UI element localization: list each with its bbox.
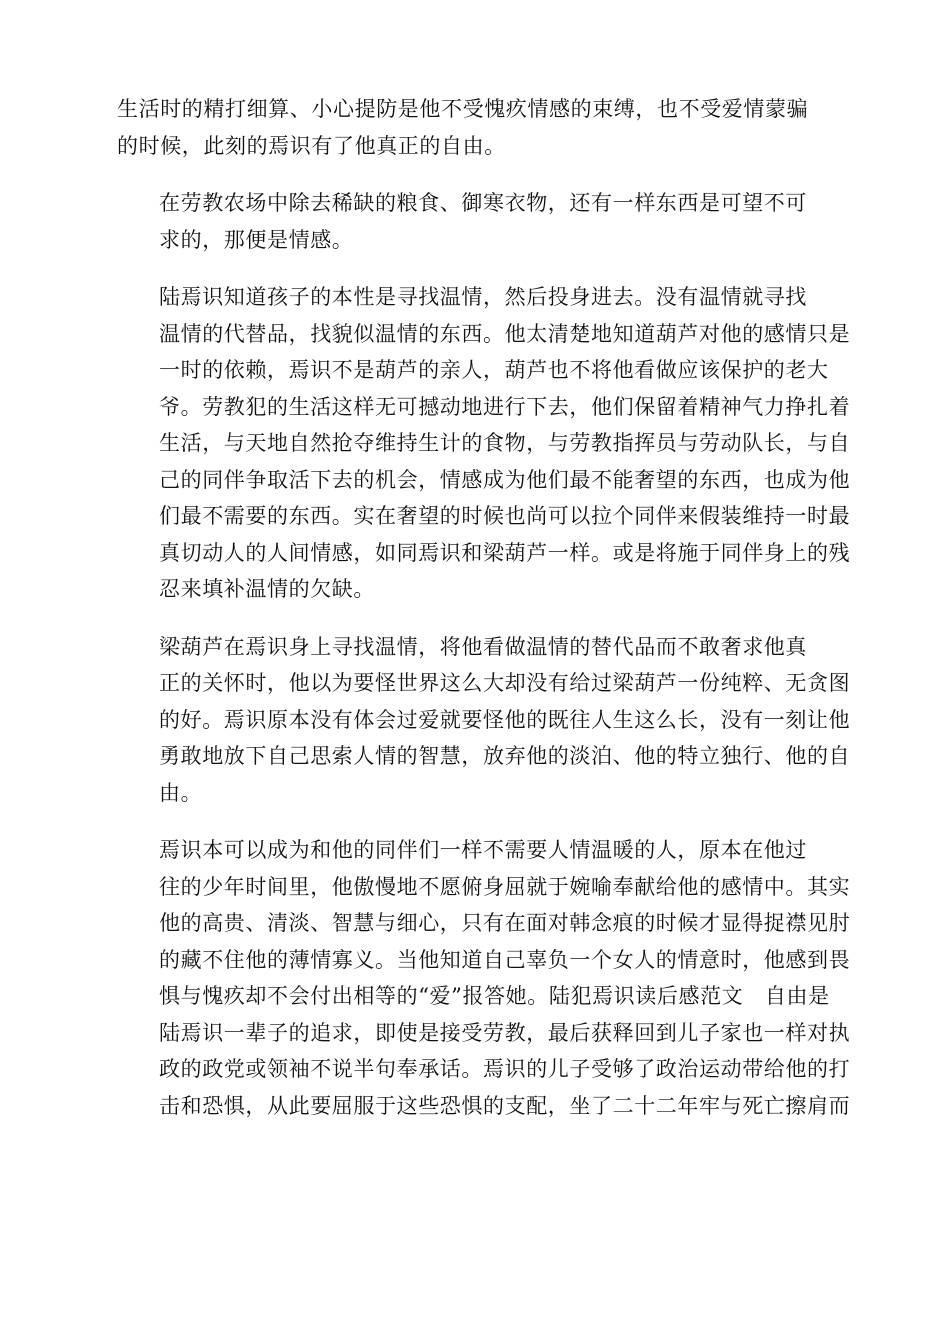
text-line: 由。 — [159, 780, 203, 805]
text-line: 在劳教农场中除去稀缺的粮食、御寒衣物，还有一样东西是可望不可 — [159, 191, 807, 215]
text-line: 的时候，此刻的焉识有了他真正的自由。 — [117, 133, 506, 158]
paragraph-1 — [117, 91, 833, 164]
text-line: 一时的依赖，焉识不是葫芦的亲人，葫芦也不将他看做应该保护的老大 — [159, 358, 829, 382]
text-line: 的藏不住他的薄情寡义。当他知道自己辜负一个女人的情意时，他感到畏 — [159, 947, 851, 972]
text-line: 求的，那便是情感。 — [159, 227, 354, 252]
text-line: 们最不需要的东西。实在奢望的时候也尚可以拉个同伴来假装维持一时最 — [159, 504, 851, 528]
text-line: 往的少年时间里，他傲慢地不愿俯身屈就于婉喻奉献给他的感情中。其实 — [159, 874, 851, 899]
text-line: 击和恐惧，从此要屈服于这些恐惧的支配，坐了二十二年牢与死亡擦肩而 — [159, 1093, 851, 1118]
text-line: 生活，与天地自然抢夺维持生计的食物，与劳教指挥员与劳动队长，与自 — [159, 431, 851, 455]
paragraph-4 — [117, 629, 851, 812]
text-line: 生活时的精打细算、小心提防是他不受愧疚情感的束缚，也不受爱情蒙骗 — [117, 97, 809, 121]
text-line: 焉识本可以成为和他的同伴们一样不需要人情温暖的人，原本在他过 — [159, 838, 807, 862]
text-line: 忍来填补温情的欠缺。 — [159, 577, 375, 601]
paragraph-3 — [117, 279, 851, 608]
text-line: 政的政党或领袖不说半句奉承话。焉识的儿子受够了政治运动带给他的打 — [159, 1057, 851, 1081]
text-line: 的好。焉识原本没有体会过爱就要怪他的既往人生这么长，没有一刻让他 — [159, 707, 851, 732]
text-line: 梁葫芦在焉识身上寻找温情，将他看做温情的替代品而不敢奢求他真 — [159, 634, 807, 659]
text-line: 温情的代替品，找貌似温情的东西。他太清楚地知道葫芦对他的感情只是 — [159, 321, 851, 346]
text-line: 陆焉识知道孩子的本性是寻找温情，然后投身进去。没有温情就寻找 — [159, 285, 807, 309]
text-line: 陆焉识一辈子的追求，即使是接受劳教，最后获释回到儿子家也一样对执 — [159, 1020, 851, 1045]
text-line: 惧与愧疚却不会付出相等的“爱”报答她。陆犯焉识读后感范文 自由是 — [159, 984, 830, 1008]
text-line: 真切动人的人间情感，如同焉识和梁葫芦一样。或是将施于同伴身上的残 — [159, 540, 851, 565]
paragraph-5 — [117, 832, 851, 1124]
text-line: 勇敢地放下自己思索人情的智慧，放弃他的淡泊、他的特立独行、他的自 — [159, 744, 851, 768]
text-line: 己的同伴争取活下去的机会，情感成为他们最不能奢望的东西，也成为他 — [159, 467, 851, 492]
paragraph-2 — [117, 185, 833, 258]
text-line: 他的高贵、清淡、智慧与细心，只有在面对韩念痕的时候才显得捉襟见肘 — [159, 911, 851, 935]
document-body — [117, 91, 851, 1145]
text-line: 正的关怀时，他以为要怪世界这么大却没有给过梁葫芦一份纯粹、无贪图 — [159, 671, 851, 695]
text-line: 爷。劳教犯的生活这样无可撼动地进行下去，他们保留着精神气力挣扎着 — [159, 394, 851, 419]
